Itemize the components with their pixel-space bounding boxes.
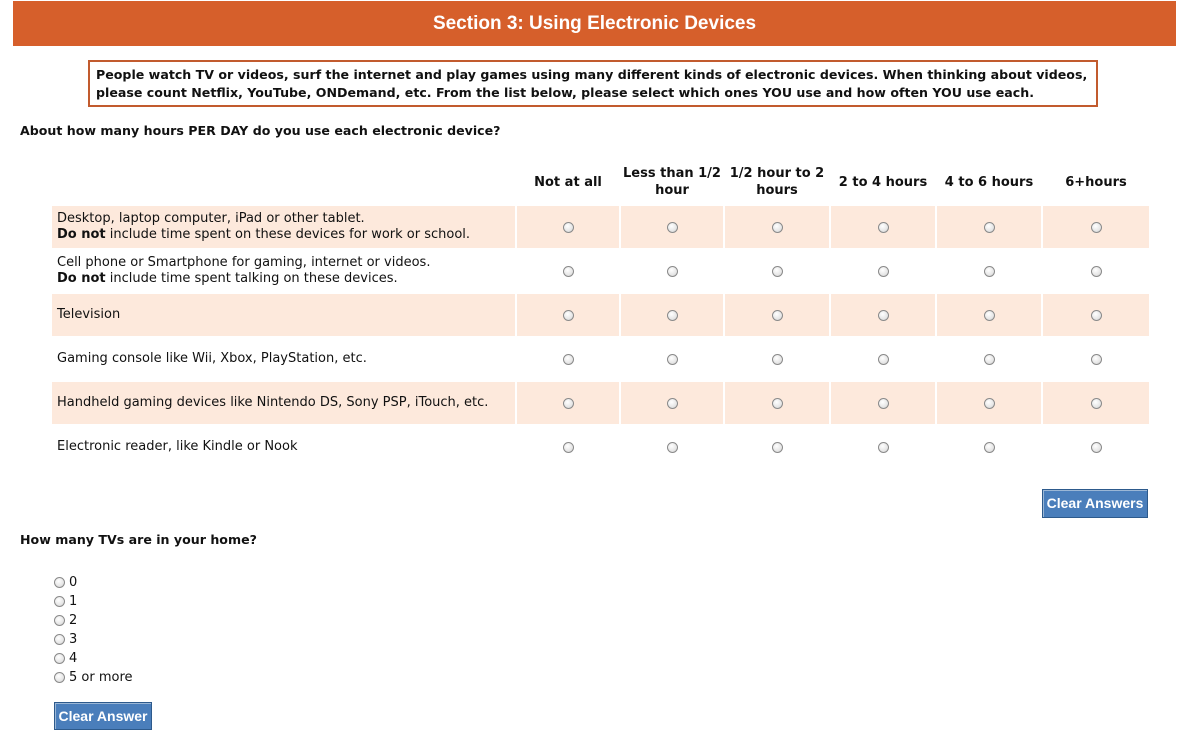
option-cell: [1043, 250, 1149, 292]
hours-radio[interactable]: [667, 398, 678, 409]
option-cell: [831, 426, 935, 468]
device-row: [52, 294, 1149, 336]
option-cell: [621, 338, 723, 380]
device-note: include time spent on these devices for work or school.: [105, 227, 471, 242]
hours-radio[interactable]: [984, 222, 995, 233]
hours-radio[interactable]: [772, 442, 783, 453]
hours-radio[interactable]: [667, 310, 678, 321]
option-cell: [725, 206, 829, 248]
hours-radio[interactable]: [1091, 442, 1102, 453]
hours-radio[interactable]: [1091, 398, 1102, 409]
device-row: [52, 206, 1149, 248]
tv-count-option[interactable]: [54, 630, 133, 649]
tv-count-option[interactable]: [54, 668, 133, 687]
section-header: Section 3: Using Electronic Devices: [13, 1, 1176, 46]
hours-radio[interactable]: [984, 266, 995, 277]
device-row: [52, 382, 1149, 424]
col-header-2-to-4-hours: 2 to 4 hours: [838, 174, 928, 190]
hours-radio[interactable]: [878, 266, 889, 277]
option-cell: [621, 294, 723, 336]
tv-count-label: 5 or more: [69, 670, 133, 685]
tv-count-radio[interactable]: [54, 615, 65, 626]
device-name: Handheld gaming devices like Nintendo DS, Sony PSP, iTouch, etc.: [57, 395, 489, 410]
device-row-label: [52, 206, 515, 248]
hours-radio[interactable]: [984, 354, 995, 365]
device-row-label: [52, 426, 515, 468]
hours-radio[interactable]: [1091, 310, 1102, 321]
hours-radio[interactable]: [667, 354, 678, 365]
device-row: [52, 338, 1149, 380]
question-hours-per-day: About how many hours PER DAY do you use each electronic device?: [20, 123, 501, 138]
tv-count-option[interactable]: [54, 649, 133, 668]
device-row-label: [52, 338, 515, 380]
hours-radio[interactable]: [772, 310, 783, 321]
hours-radio[interactable]: [984, 310, 995, 321]
tv-count-radio[interactable]: [54, 577, 65, 588]
device-row: [52, 426, 1149, 468]
option-cell: [621, 382, 723, 424]
tv-count-radio[interactable]: [54, 672, 65, 683]
hours-radio[interactable]: [563, 398, 574, 409]
option-cell: [621, 426, 723, 468]
intro-box: People watch TV or videos, surf the internet and play games using many different kinds of electronic devices. When thinking about videos, please count Netflix, YouTube, ONDemand, etc. From the list below, please select which ones YOU use and how often YOU use each.: [88, 60, 1098, 107]
option-cell: [937, 382, 1041, 424]
hours-radio[interactable]: [667, 266, 678, 277]
hours-radio[interactable]: [667, 222, 678, 233]
hours-radio[interactable]: [1091, 222, 1102, 233]
tv-count-label: 3: [69, 632, 78, 647]
option-cell: [621, 206, 723, 248]
device-name: Gaming console like Wii, Xbox, PlayStation, etc.: [57, 351, 367, 366]
option-cell: [937, 250, 1041, 292]
hours-radio[interactable]: [772, 266, 783, 277]
option-cell: [937, 338, 1041, 380]
hours-radio[interactable]: [563, 266, 574, 277]
option-cell: [831, 206, 935, 248]
tv-count-option[interactable]: [54, 611, 133, 630]
option-cell: [725, 338, 829, 380]
col-header-6-plus-hours: 6+hours: [1065, 174, 1127, 190]
option-cell: [1043, 426, 1149, 468]
option-cell: [725, 294, 829, 336]
clear-answers-button[interactable]: Clear Answers: [1042, 489, 1148, 518]
col-header-not-at-all: Not at all: [534, 174, 602, 190]
device-name: Electronic reader, like Kindle or Nook: [57, 439, 298, 454]
tv-count-label: 4: [69, 651, 78, 666]
col-header-half-to-2-hours: 1/2 hour to 2 hours: [729, 166, 825, 198]
device-note: include time spent talking on these devices.: [105, 271, 398, 286]
col-header-4-to-6-hours: 4 to 6 hours: [944, 174, 1034, 190]
option-cell: [937, 426, 1041, 468]
hours-radio[interactable]: [772, 222, 783, 233]
tv-count-label: 1: [69, 594, 78, 609]
hours-radio[interactable]: [878, 398, 889, 409]
tv-count-label: 0: [69, 575, 78, 590]
option-cell: [1043, 206, 1149, 248]
hours-radio[interactable]: [563, 310, 574, 321]
option-cell: [517, 382, 619, 424]
hours-radio[interactable]: [563, 442, 574, 453]
hours-radio[interactable]: [1091, 354, 1102, 365]
device-row-label: [52, 382, 515, 424]
option-cell: [517, 426, 619, 468]
device-hours-grid: [50, 158, 1151, 470]
device-note-emphasis: Do not: [57, 271, 106, 286]
tv-count-label: 2: [69, 613, 78, 628]
tv-count-radio[interactable]: [54, 596, 65, 607]
hours-radio[interactable]: [1091, 266, 1102, 277]
option-cell: [517, 250, 619, 292]
tv-count-radio[interactable]: [54, 634, 65, 645]
device-name: Desktop, laptop computer, iPad or other tablet.: [57, 211, 365, 226]
hours-radio[interactable]: [563, 222, 574, 233]
device-row: [52, 250, 1149, 292]
option-cell: [937, 206, 1041, 248]
option-cell: [1043, 382, 1149, 424]
option-cell: [725, 382, 829, 424]
option-cell: [517, 338, 619, 380]
hours-radio[interactable]: [772, 354, 783, 365]
hours-radio[interactable]: [878, 442, 889, 453]
hours-radio[interactable]: [984, 398, 995, 409]
hours-radio[interactable]: [878, 354, 889, 365]
tv-count-radio[interactable]: [54, 653, 65, 664]
option-cell: [1043, 294, 1149, 336]
tv-count-option[interactable]: [54, 573, 133, 592]
device-row-label: [52, 294, 515, 336]
hours-radio[interactable]: [667, 442, 678, 453]
option-cell: [517, 206, 619, 248]
option-cell: [725, 250, 829, 292]
tv-count-option[interactable]: [54, 592, 133, 611]
hours-radio[interactable]: [878, 310, 889, 321]
option-cell: [831, 338, 935, 380]
option-cell: [725, 426, 829, 468]
option-cell: [937, 294, 1041, 336]
grid-corner: [52, 160, 515, 204]
hours-radio[interactable]: [878, 222, 889, 233]
question-tv-count: How many TVs are in your home?: [20, 532, 257, 547]
device-row-label: [52, 250, 515, 292]
option-cell: [1043, 338, 1149, 380]
hours-radio[interactable]: [772, 398, 783, 409]
option-cell: [621, 250, 723, 292]
grid-header-row: [52, 160, 1149, 204]
option-cell: [831, 294, 935, 336]
option-cell: [517, 294, 619, 336]
col-header-less-than-half-hour: Less than 1/2 hour: [623, 166, 721, 198]
tv-count-options: [54, 573, 133, 687]
hours-radio[interactable]: [984, 442, 995, 453]
clear-answer-button[interactable]: Clear Answer: [54, 702, 152, 730]
device-name: Cell phone or Smartphone for gaming, internet or videos.: [57, 255, 431, 270]
device-note-emphasis: Do not: [57, 227, 106, 242]
option-cell: [831, 382, 935, 424]
device-name: Television: [57, 307, 121, 322]
option-cell: [831, 250, 935, 292]
hours-radio[interactable]: [563, 354, 574, 365]
